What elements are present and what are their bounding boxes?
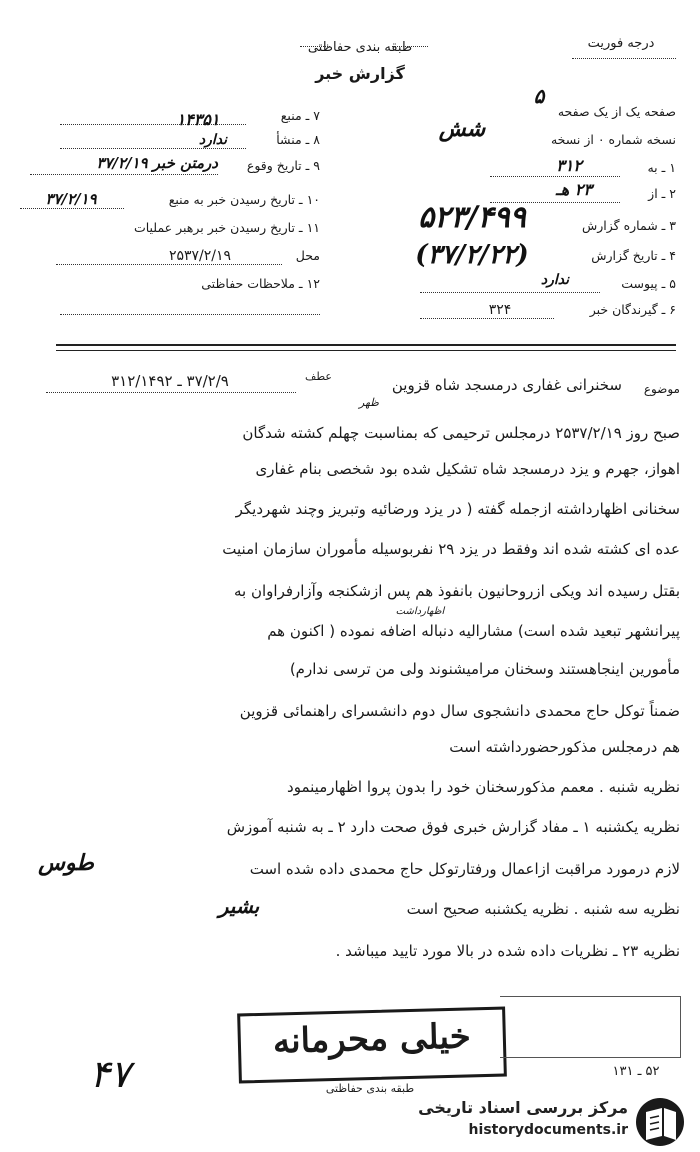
field-value: ندارد xyxy=(540,272,570,288)
body-line: صبح روز ۲۵۳۷/۲/۱۹ درمجلس ترحیمی که بمناسبت چهلم کشته شدگان xyxy=(242,424,680,442)
field-value: ۱۴۳۵۱ xyxy=(176,110,220,129)
field-label: ۳ ـ شماره گزارش xyxy=(581,218,676,233)
page-number: ۴۷ xyxy=(89,1052,131,1096)
field-line xyxy=(420,318,554,319)
form-title: گزارش خبر xyxy=(315,64,405,83)
body-line: نظریه یکشنبه ۱ ـ مفاد گزارش خبری فوق صحت دارد ۲ ـ به شنبه آموزش xyxy=(226,818,680,836)
field-value: ۲۳ هـ xyxy=(556,180,592,199)
stamp-faint-box xyxy=(500,996,681,1058)
field-value: شش xyxy=(438,116,486,142)
field-label: ۶ ـ گیرندگان خبر xyxy=(589,302,676,317)
field-line xyxy=(56,264,282,265)
field-label: ۹ ـ تاریخ وقوع xyxy=(246,158,320,173)
subject-margin-note: ظهر xyxy=(359,396,379,409)
field-label: ۱۱ ـ تاریخ رسیدن خبر برهبر عملیات xyxy=(133,220,320,235)
field-value: ۳۱۲ xyxy=(556,156,582,175)
subject-label: موضوع xyxy=(643,382,680,396)
field-label: نسخه شماره ۰ از نسخه xyxy=(550,132,676,147)
field-label: ۱۰ ـ تاریخ رسیدن خبر به منبع xyxy=(168,192,320,207)
signature-yekshanbe: طوس xyxy=(38,850,94,876)
field-value: ۳۷/۲/۱۹ xyxy=(45,190,97,208)
body-line: پیرانشهر تبعید شده است) مشارالیه دنباله اضافه نموده ( اکنون هم xyxy=(267,622,680,640)
body-line: هم درمجلس مذکورحضورداشته است xyxy=(449,738,680,756)
body-line: سخنانی اظهارداشته ازجمله گفته ( در یزد ورضائیه وتبریز وچند شهردیگر xyxy=(235,500,680,518)
body-line: نظریه سه شنبه . نظریه یکشنبه صحیح است xyxy=(406,900,680,918)
watermark-org: مرکز بررسی اسناد تاریخی xyxy=(418,1098,628,1117)
body-line: اهواز، جهرم و یزد درمسجد شاه تشکیل شده بود شخصی بنام غفاری xyxy=(255,460,680,478)
classification-stamp xyxy=(237,1007,507,1084)
field-value: ۳۲۴ xyxy=(488,302,512,318)
reference-value: ۳۷/۲/۹ ـ ۳۱۲/۱۴۹۲ xyxy=(111,372,229,390)
field-line xyxy=(20,208,124,209)
field-label: ۴ ـ تاریخ گزارش xyxy=(591,248,676,263)
body-line: بقتل رسیده اند ویکی ازروحانیون بانفوذ هم پس ازشکنجه وآزارفراوان به xyxy=(234,582,680,600)
field-value: ۵۲۳/۴۹۹ xyxy=(418,200,526,235)
reference-underline xyxy=(46,392,296,393)
field-value: ۵ xyxy=(533,84,545,108)
field-label: ۷ ـ منبع xyxy=(280,108,320,123)
body-line: لازم درمورد مراقبت ازاعمال ورفتارتوکل حاج محمدی داده شده است xyxy=(249,860,680,878)
field-label: ۱۲ ـ ملاحظات حفاظتی xyxy=(201,276,320,291)
field-value: ندارد xyxy=(198,132,228,148)
field-label: ۱ ـ به xyxy=(647,160,676,175)
body-line: نظریه ۲۳ ـ نظریات داده شده در بالا مورد تایید میباشد . xyxy=(335,942,680,960)
field-line xyxy=(60,148,246,149)
header-rule-2 xyxy=(56,350,676,351)
classification-label: طبقه بندی حفاظتی xyxy=(307,40,413,55)
urgency-label: درجه فوریت xyxy=(587,36,655,51)
classification-dots-right xyxy=(392,46,428,47)
subject-text: سخنرانی غفاری درمسجد شاه قزوین xyxy=(391,376,622,394)
body-line: مأمورین اینجاهستند وسخنان مرامیشنوند ولی من ترسی ندارم) xyxy=(289,660,680,678)
reference-label: عطف xyxy=(305,370,332,383)
watermark-url: historydocuments.ir xyxy=(468,1122,628,1138)
archive-logo-icon xyxy=(632,1096,688,1148)
field-line xyxy=(490,176,620,177)
field-line xyxy=(420,292,600,293)
urgency-underline xyxy=(572,58,676,59)
signature-seshanbe: بشیر xyxy=(218,894,260,918)
field-value: درمتن خبر ۳۷/۲/۱۹ xyxy=(96,154,218,172)
field-value: ۲۵۳۷/۲/۱۹ xyxy=(168,248,232,264)
field-line xyxy=(30,174,218,175)
field-line xyxy=(60,314,320,315)
field-label: محل xyxy=(295,248,320,263)
body-line: نظریه شنبه . معمم مذکورسخنان خود را بدون پروا اظهارمینمود xyxy=(287,778,680,796)
field-value: (۳۷/۲/۲۲) xyxy=(415,240,529,270)
field-label: صفحه یک از یک صفحه xyxy=(557,104,676,119)
margin-insert-note: اظهارداشت xyxy=(395,606,445,617)
field-label: ۸ ـ منشأ xyxy=(276,132,320,147)
footer-code: ۵۲ ـ ۱۳۱ xyxy=(612,1064,660,1079)
stamp-bottom-label: طبقه بندی حفاظتی xyxy=(325,1082,415,1095)
stamp-text: خیلی محرمانه xyxy=(272,1016,472,1062)
classification-dots-left xyxy=(300,46,330,47)
body-line: عده ای کشته شده اند وفقط در یزد ۲۹ نفربوسیله مأموران سازمان امنیت xyxy=(222,540,680,558)
body-line: ضمناً توکل حاج محمدی دانشجوی سال دوم دانشسرای راهنمائی قزوین xyxy=(239,702,680,720)
header-rule-1 xyxy=(56,344,676,346)
field-label: ۵ ـ پیوست xyxy=(621,276,676,291)
field-label: ۲ ـ از xyxy=(648,186,676,201)
